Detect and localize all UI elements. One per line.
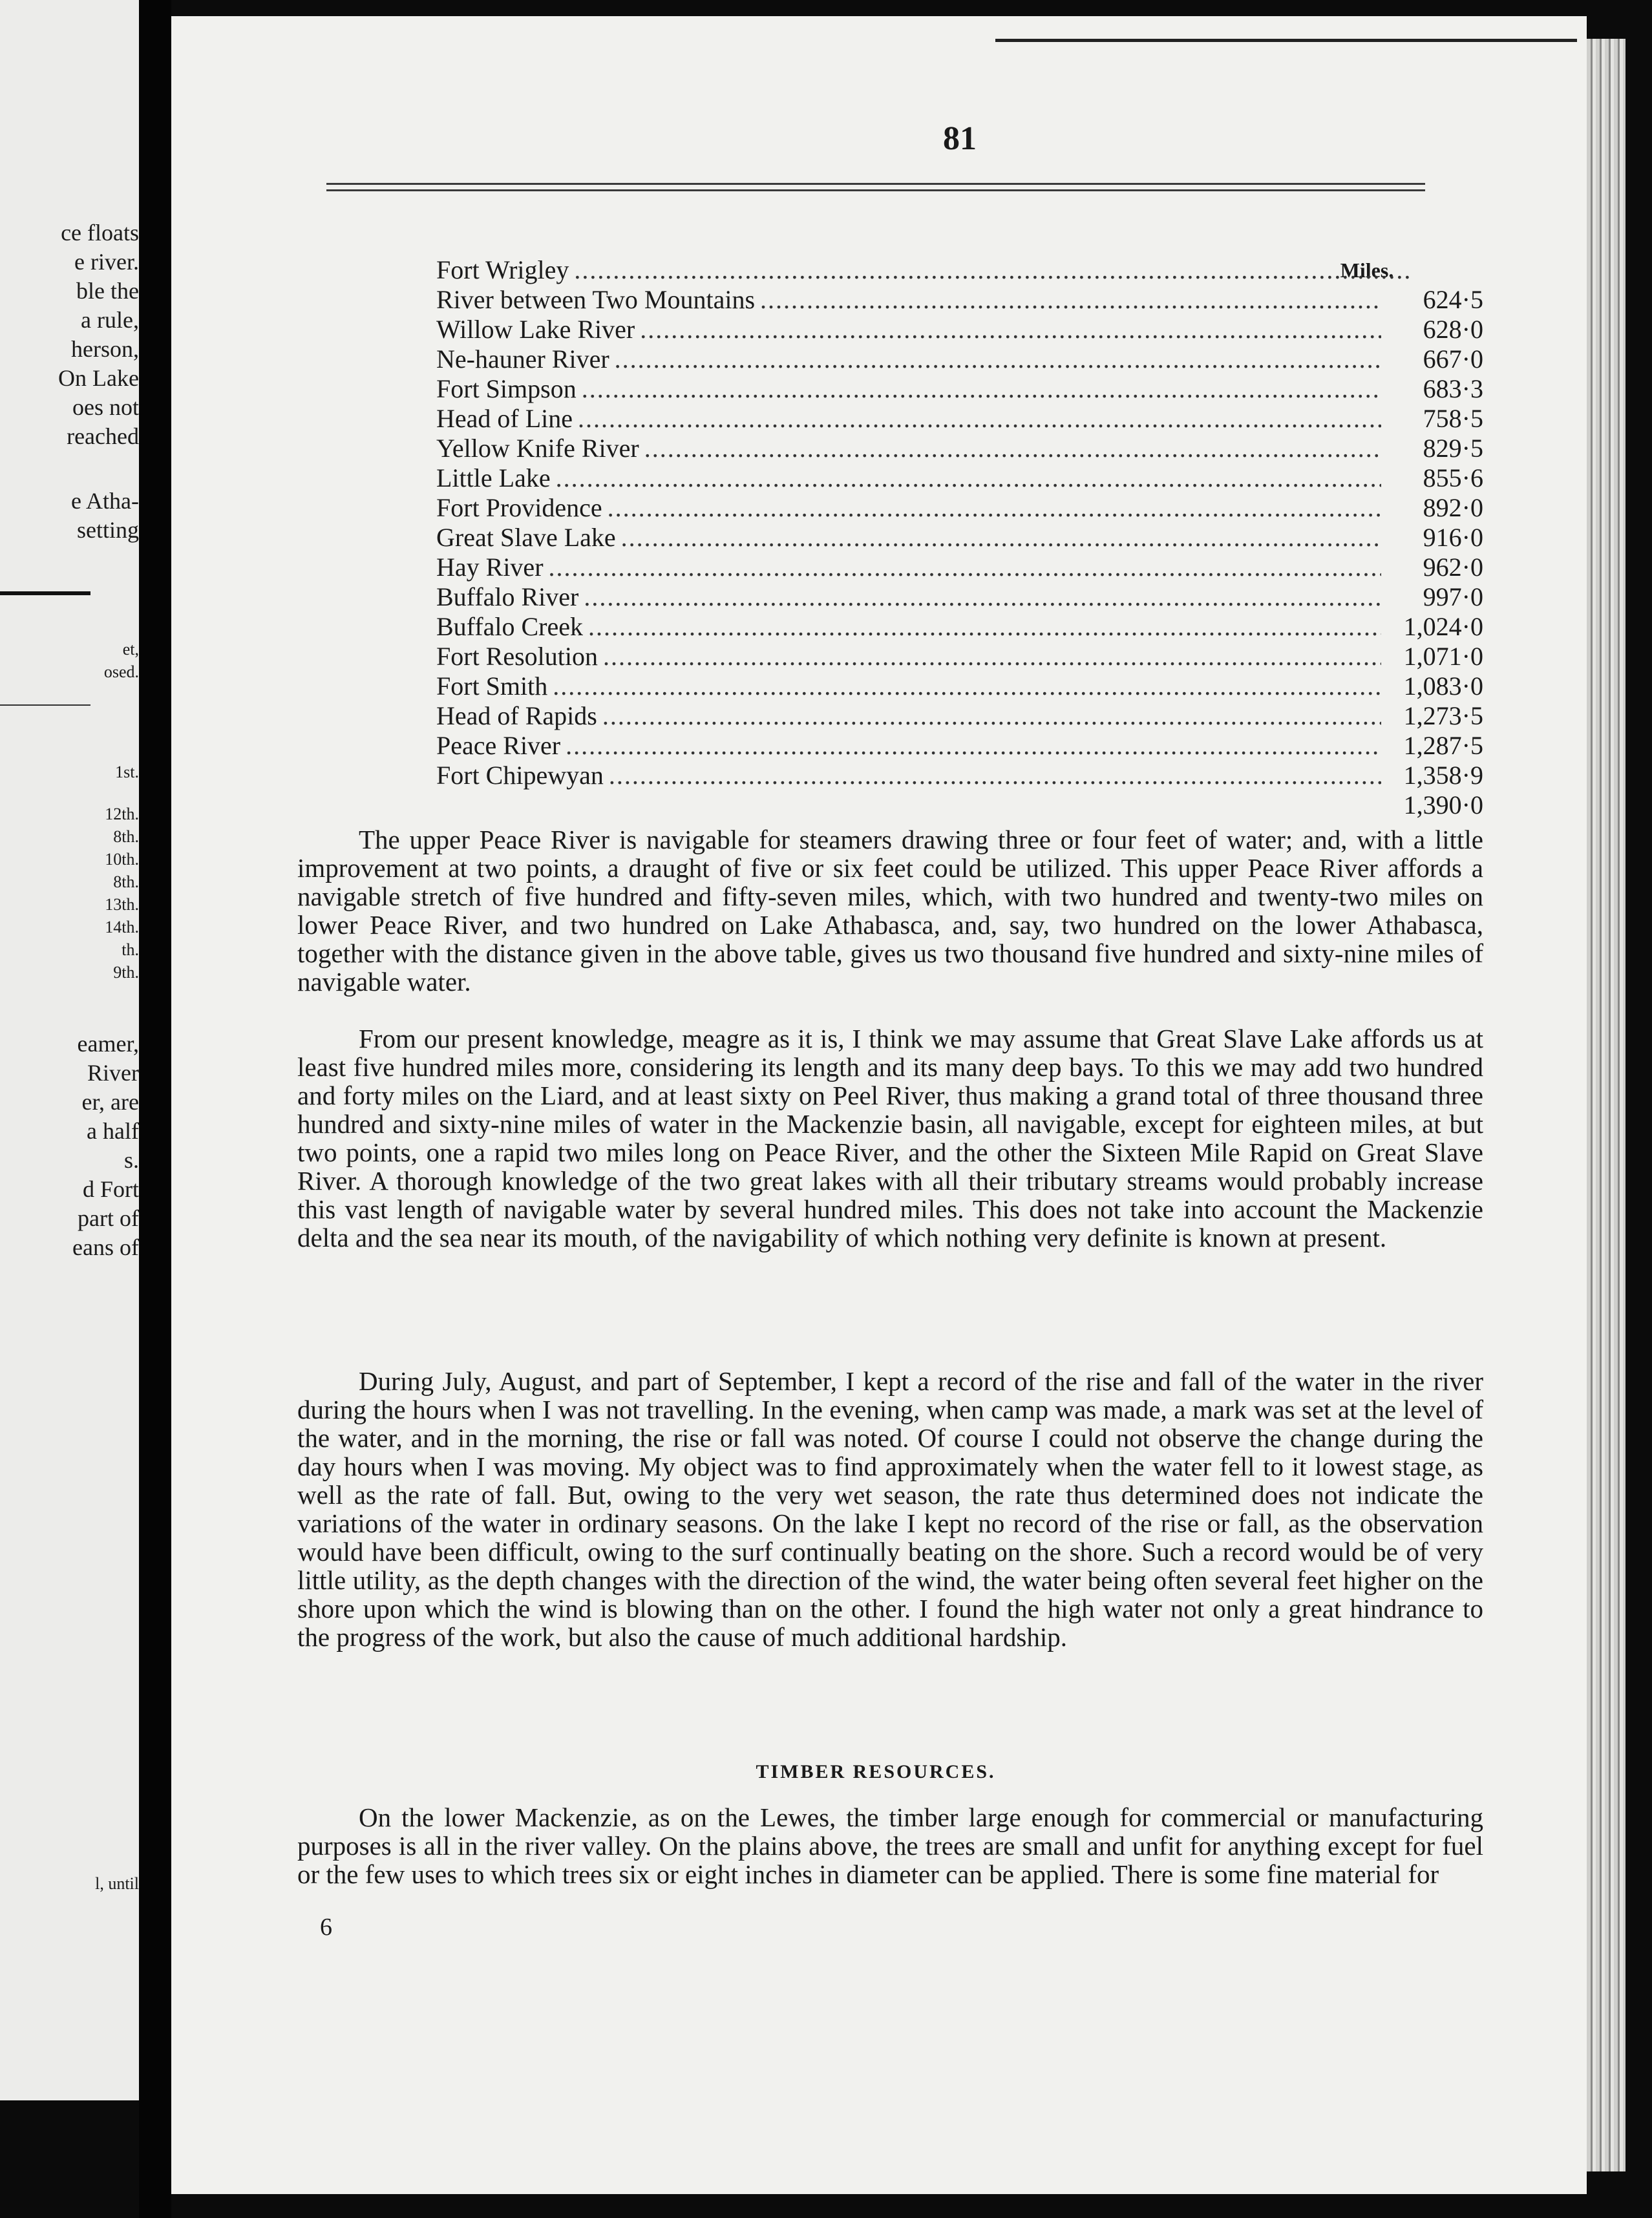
- leader-dots: [553, 671, 1381, 701]
- table-row: [436, 731, 1483, 761]
- table-row: [436, 255, 1419, 285]
- paragraph-water-record: During July, August, and part of September, I kept a record of the rise and fall of the water in the river during the hours when I was not travelling. In the evening, when camp was made, a mark was set at the level of the water, and in the morning, the rise or fall was noted. Of course I could not observe the change during the day hours when I was moving. My object was to find approximately when the water fell to it lowest stage, as well as the rate of fall. But, owing to the very wet season, the rate thus determined does not indicate the variations of the water in ordinary seasons. On the lake I kept no record of the rise or fall, as the observation would have been difficult, owing to the surf continually beating on the shore. Such a record would be of very little utility, as the depth changes with the direction of the wind, the water being often several feet higher on the shore upon which the wind is blowing than on the other. I found the high water not only a great hindrance to the progress of the work, but also the cause of much additional hardship.: [297, 1366, 1483, 1652]
- table-row: [436, 463, 1483, 493]
- left-text-line: et,: [122, 640, 139, 659]
- table-row: [436, 404, 1483, 434]
- paragraph-great-slave-lake: From our present knowledge, meagre as it is, I think we may assume that Great Slave Lake affords us at least five hundred miles more, considering its length and its many deep bays. To this we may add two hundred and forty miles on the Liard, and at least sixty on Peel River, thus making a grand total of three thousand three hundred and sixty-nine miles of water in the Mackenzie basin, all navigable, except for eighteen miles, at but two points, one a rapid two miles long on Peace River, and the other the Sixteen Mile Rapid on Great Slave River. A thorough knowledge of the two great lakes with all their tributary streams would probably increase this vast length of navigable water by several hundred miles. This does not take into account the Mackenzie delta and the sea near its mouth, of the navigability of which nothing very definite is known at present.: [297, 1024, 1483, 1252]
- leader-dots: [582, 374, 1381, 404]
- table-row: [436, 761, 1483, 790]
- miles-value: 1,358·9: [1403, 761, 1483, 790]
- leader-dots: [556, 463, 1381, 493]
- leader-dots: [760, 285, 1381, 315]
- place-name: Head of Rapids: [436, 701, 597, 730]
- table-row: [436, 671, 1483, 701]
- left-text-line: d Fort: [82, 1176, 139, 1202]
- left-text-line: reached: [67, 423, 139, 449]
- place-name: Willow Lake River: [436, 315, 635, 344]
- leader-dots: [609, 761, 1381, 790]
- table-row: [436, 612, 1483, 642]
- left-text-line: setting: [77, 517, 139, 543]
- place-name: Hay River: [436, 553, 544, 582]
- paragraph-timber: On the lower Mackenzie, as on the Lewes, the timber large enough for commercial or manufacturing purposes is all in the river valley. On the plains above, the trees are small and unfit for anything except for fuel or the few uses to which trees six or eight inches in diameter can be applied. There is some fine material for: [297, 1802, 1483, 1889]
- miles-value: 997·0: [1423, 582, 1483, 611]
- left-text-line: oes not: [72, 394, 139, 420]
- table-row: [436, 642, 1483, 671]
- table-row: [436, 523, 1483, 553]
- miles-value: 624·5: [1423, 285, 1483, 314]
- table-row: [436, 493, 1483, 523]
- miles-value: 667·0: [1423, 344, 1483, 374]
- miles-value: 892·0: [1423, 493, 1483, 522]
- left-text-line: 1st.: [115, 763, 139, 781]
- header-rule: [326, 189, 1425, 191]
- leader-dots: [644, 434, 1381, 463]
- section-heading: TIMBER RESOURCES.: [756, 1761, 996, 1782]
- left-text-line: 13th.: [105, 895, 139, 914]
- left-text-line: 9th.: [113, 963, 139, 982]
- miles-value: 1,083·0: [1403, 671, 1483, 701]
- page-number: 81: [943, 120, 977, 157]
- page-edges: [1587, 39, 1626, 2171]
- left-text-line: e Atha-: [71, 488, 139, 514]
- place-name: Fort Smith: [436, 671, 548, 701]
- place-name: Buffalo Creek: [436, 612, 583, 641]
- place-name: Fort Chipewyan: [436, 761, 604, 790]
- left-text-line: eans of: [72, 1234, 139, 1260]
- miles-value: 683·3: [1423, 374, 1483, 403]
- miles-value: 829·5: [1423, 434, 1483, 463]
- left-text-line: ble the: [76, 278, 139, 304]
- left-facing-page: [0, 0, 139, 2100]
- place-name: River between Two Mountains: [436, 285, 756, 314]
- leader-dots: [574, 255, 1414, 285]
- left-text-line: eamer,: [77, 1031, 139, 1057]
- place-name: Fort Wrigley: [436, 255, 569, 284]
- table-row: [436, 434, 1483, 463]
- left-text-line: osed.: [103, 662, 139, 681]
- signature-mark: 6: [320, 1914, 332, 1941]
- place-name: Yellow Knife River: [436, 434, 639, 463]
- miles-value: 1,287·5: [1403, 731, 1483, 760]
- left-text-line: a rule,: [81, 307, 139, 333]
- table-row: [436, 344, 1483, 374]
- miles-value: 758·5: [1423, 404, 1483, 433]
- left-text-line: On Lake: [58, 365, 139, 391]
- left-text-line: 14th.: [105, 918, 139, 936]
- main-page: [171, 16, 1587, 2194]
- table-row: [436, 315, 1483, 344]
- table-row: [436, 582, 1483, 612]
- miles-value: 855·6: [1423, 463, 1483, 492]
- table-row: [436, 790, 1483, 820]
- left-text-line: 10th.: [105, 850, 139, 869]
- place-name: Fort Providence: [436, 493, 602, 522]
- place-name: Buffalo River: [436, 582, 579, 611]
- place-name: Ne-hauner River: [436, 344, 609, 374]
- leader-dots: [615, 344, 1381, 374]
- place-name: Little Lake: [436, 463, 551, 492]
- left-text-line: er, are: [81, 1089, 139, 1115]
- paragraph-navigable-water: The upper Peace River is navigable for steamers drawing three or four feet of water; and, with a little improvement at two points, a draught of five or six feet could be utilized. This upper Peace River affords a navigable stretch of five hundred and fifty-seven miles, which, with two hundred and twenty-two miles on lower Peace River, and two hundred on Lake Athabasca, and, say, two hundred on the lower Athabasca, together with the distance given in the above table, gives us two thousand five hundred and sixty-nine miles of navigable water.: [297, 825, 1483, 997]
- left-text-line: th.: [122, 940, 139, 959]
- left-text-line: part of: [78, 1205, 139, 1231]
- miles-value: 916·0: [1423, 523, 1483, 552]
- left-text-line: River: [87, 1060, 139, 1086]
- miles-value: 628·0: [1423, 315, 1483, 344]
- place-name: Fort Simpson: [436, 374, 577, 403]
- left-rule: [0, 591, 90, 595]
- leader-dots: [549, 553, 1381, 582]
- left-text-line: e river.: [74, 249, 139, 275]
- place-name: Great Slave Lake: [436, 523, 616, 552]
- miles-column-header: Miles.: [1340, 259, 1394, 282]
- book-gutter: [139, 0, 171, 2218]
- place-name: Fort Resolution: [436, 642, 598, 671]
- leader-dots: [566, 731, 1381, 761]
- leader-dots: [608, 493, 1381, 523]
- place-name: Head of Line: [436, 404, 573, 433]
- leader-dots: [584, 582, 1381, 612]
- table-row: [436, 374, 1483, 404]
- left-text-line: 8th.: [113, 827, 139, 846]
- miles-value: 1,024·0: [1403, 612, 1483, 641]
- leader-dots: [640, 315, 1381, 344]
- table-row: [436, 701, 1483, 731]
- leader-dots: [621, 523, 1381, 553]
- left-text-line: a half: [87, 1118, 139, 1144]
- left-text-line: 12th.: [105, 805, 139, 823]
- miles-value: 1,071·0: [1403, 642, 1483, 671]
- left-text-line: l, until: [95, 1874, 139, 1893]
- table-row: [436, 553, 1483, 582]
- leader-dots: [602, 701, 1381, 731]
- miles-value: 1,390·0: [1403, 790, 1483, 819]
- left-text-line: s.: [123, 1147, 139, 1173]
- miles-value: 1,273·5: [1403, 701, 1483, 730]
- page-top-edge: [995, 39, 1577, 42]
- place-name: Peace River: [436, 731, 561, 760]
- leader-dots: [578, 404, 1381, 434]
- leader-dots: [603, 642, 1381, 671]
- left-rule: [0, 704, 90, 706]
- left-text-line: 8th.: [113, 872, 139, 891]
- left-text-line: herson,: [71, 336, 139, 362]
- table-row: [436, 285, 1483, 315]
- left-text-line: ce floats: [61, 220, 139, 246]
- miles-value: 962·0: [1423, 553, 1483, 582]
- header-rule: [326, 183, 1425, 185]
- leader-dots: [588, 612, 1381, 642]
